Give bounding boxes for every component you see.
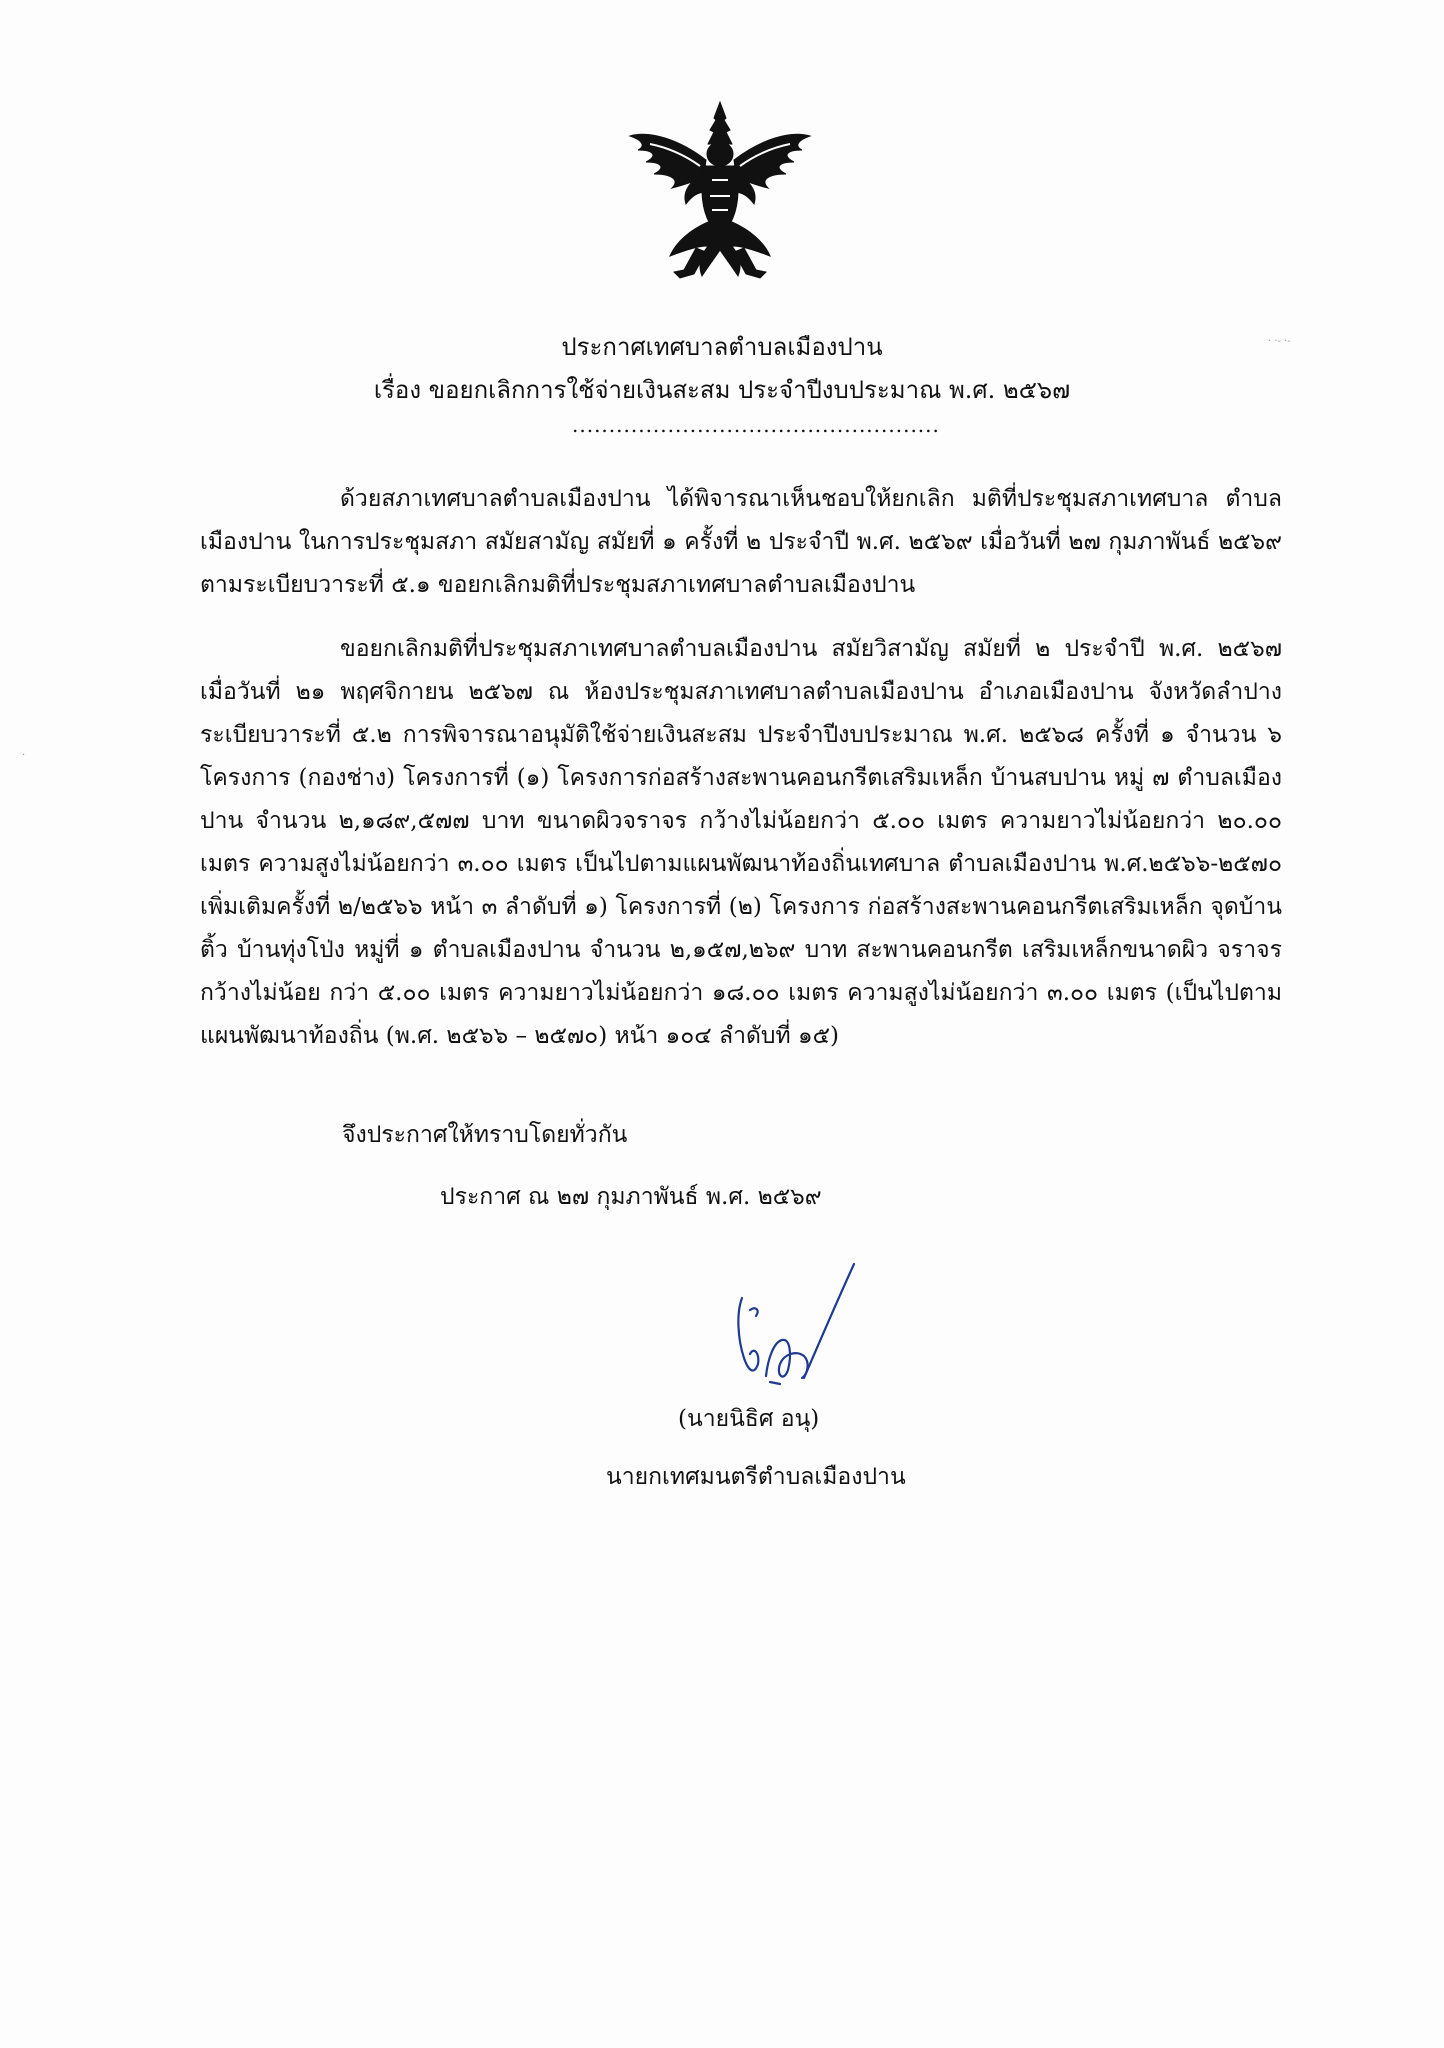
handwritten-signature	[730, 1258, 870, 1398]
document-title: ประกาศเทศบาลตำบลเมืองปาน	[561, 333, 883, 361]
announce-date: ประกาศ ณ ๒๗ กุมภาพันธ์ พ.ศ. ๒๕๖๙	[440, 1184, 822, 1210]
garuda-emblem-icon	[620, 100, 820, 290]
signer-name: (นายนิธิศ อนุ)	[678, 1406, 820, 1432]
separator-dots: ..................................................	[572, 413, 940, 437]
signer-position: นายกเทศมนตรีตำบลเมืองปาน	[606, 1464, 906, 1490]
scan-speck: · ·‑ ·‑	[1268, 336, 1291, 347]
paragraph-2: ขอยกเลิกมติที่ประชุมสภาเทศบาลตำบลเมืองปาน สมัยวิสามัญ สมัยที่ ๒ ประจำปี พ.ศ. ๒๕๖๗ เมื่อวันที่ ๒๑ พฤศจิกายน ๒๕๖๗ ณ ห้องประชุมสภาเทศบาลตำบลเมืองปาน อำเภอเมืองปาน จังหวัดลำปาง ระเบียบวาระที่ ๕.๒ การพิจารณาอนุมัติใช้จ่ายเงินสะสม ประจำปีงบประมาณ พ.ศ. ๒๕๖๘ ครั้งที่ ๑ จำนวน ๖ โครงการ (กองช่าง) โครงการที่ (๑) โครงการก่อสร้างสะพานคอนกรีตเสริมเหล็ก บ้านสบปาน หมู่ ๗ ตำบลเมืองปาน จำนวน ๒,๑๘๙,๕๗๗ บาท ขนาดผิวจราจร กว้างไม่น้อยกว่า ๕.๐๐ เมตร ความยาวไม่น้อยกว่า ๒๐.๐๐ เมตร ความสูงไม่น้อยกว่า ๓.๐๐ เมตร เป็นไปตามแผนพัฒนาท้องถิ่นเทศบาล ตำบลเมืองปาน พ.ศ.๒๕๖๖-๒๕๗๐ เพิ่มเติมครั้งที่ ๒/๒๕๖๖ หน้า ๓ ลำดับที่ ๑) โครงการที่ (๒) โครงการ ก่อสร้างสะพานคอนกรีตเสริมเหล็ก จุดบ้านติ้ว บ้านทุ่งโป่ง หมู่ที่ ๑ ตำบลเมืองปาน จำนวน ๒,๑๕๗,๒๖๙ บาท สะพานคอนกรีต เสริมเหล็กขนาดผิว จราจรกว้างไม่น้อย กว่า ๕.๐๐ เมตร ความยาวไม่น้อยกว่า ๑๘.๐๐ เมตร ความสูงไม่น้อยกว่า ๓.๐๐ เมตร (เป็นไปตามแผนพัฒนาท้องถิ่น (พ.ศ. ๒๕๖๖ – ๒๕๗๐) หน้า ๑๐๔ ลำดับที่ ๑๕)	[200, 636, 1282, 1049]
scan-speck: ·	[22, 750, 26, 761]
document-subject: เรื่อง ขอยกเลิกการใช้จ่ายเงินสะสม ประจำปีงบประมาณ พ.ศ. ๒๕๖๗	[373, 376, 1071, 404]
paragraph-1: ด้วยสภาเทศบาลตำบลเมืองปาน ได้พิจารณาเห็นชอบให้ยกเลิก มติที่ประชุมสภาเทศบาล ตำบลเมืองปาน ในการประชุมสภา สมัยสามัญ สมัยที่ ๑ ครั้งที่ ๒ ประจำปี พ.ศ. ๒๕๖๙ เมื่อวันที่ ๒๗ กุมภาพันธ์ ๒๕๖๙ ตามระเบียบวาระที่ ๕.๑ ขอยกเลิกมติที่ประชุมสภาเทศบาลตำบลเมืองปาน	[200, 486, 1282, 598]
closing-statement: จึงประกาศให้ทราบโดยทั่วกัน	[342, 1122, 628, 1148]
